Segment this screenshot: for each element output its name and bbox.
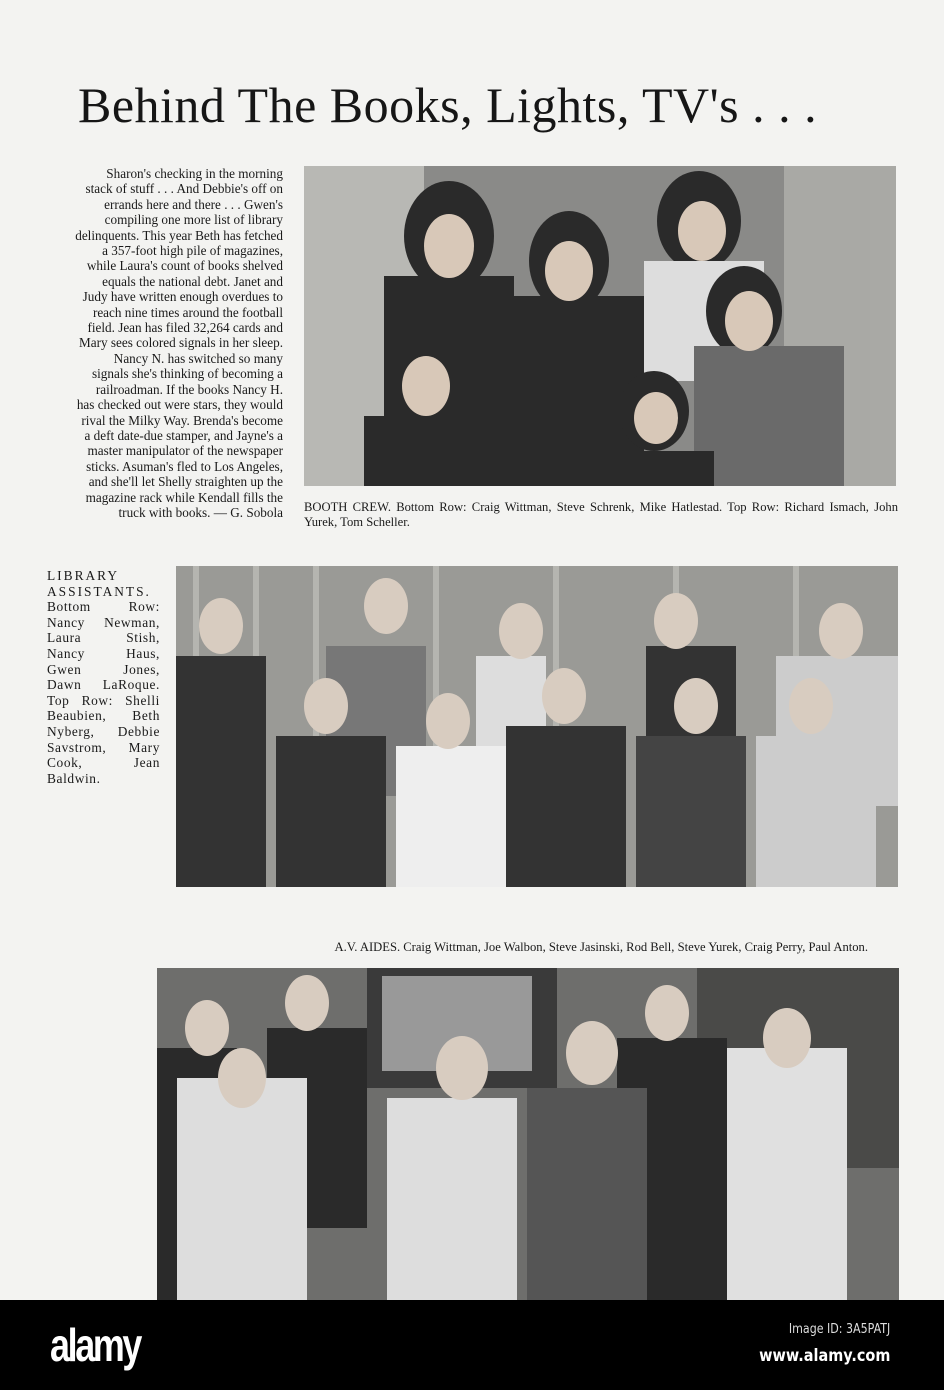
library-assistants-caption bbox=[47, 568, 160, 786]
story-text: Sharon's checking in the morning stack of stuff . . . And Debbie's off on errands here and there . . . Gwen's compiling one more list of library delinquents. This year Beth has fetched a 357-foot high pile of magazines, while Laura's count of books shelved equals the national debt. Janet and Judy have written enough overdues to reach nine times around the football field. Jean has filed 32,264 cards and Mary sees colored signals in her sleep. Nancy N. has switched so many signals she's thinking of becoming a railroadman. If the books Nancy H. has checked out were stars, they would rival the Milky Way. Brenda's become a deft date-due stamper, and Jayne's a master manipulator of the newspaper sticks. Asuman's fled to Los Angeles, and she'll let Shelly straighten up the magazine rack while Kendall fills the truck with books. — G. Sobola bbox=[75, 166, 283, 520]
page-title: Behind The Books, Lights, TV's . . . bbox=[78, 77, 818, 133]
watermark-footer bbox=[0, 1300, 944, 1390]
library-assistants-photo bbox=[176, 566, 898, 887]
booth-crew-caption: BOOTH CREW. Bottom Row: Craig Wittman, Steve Schrenk, Mike Hatlestad. Top Row: Richard Ismach, John Yurek, Tom Scheller. bbox=[304, 500, 898, 529]
av-aides-caption: A.V. AIDES. Craig Wittman, Joe Walbon, Steve Jasinski, Rod Bell, Steve Yurek, Craig Perry, Paul Anton. bbox=[334, 940, 868, 954]
av-aides-photo bbox=[157, 968, 899, 1300]
booth-crew-photo bbox=[304, 166, 896, 486]
library-assistants-heading: LIBRARY ASSISTANTS. bbox=[47, 568, 151, 599]
image-id: Image ID: 3A5PATJ bbox=[788, 1322, 890, 1337]
alamy-logo: alamy bbox=[50, 1319, 141, 1371]
library-assistants-names: Bottom Row: Nancy Newman, Laura Stish, Nancy Haus, Gwen Jones, Dawn LaRoque. Top Row: Shelli Beaubien, Beth Nyberg, Debbie Savstrom, Mary Cook, Jean Baldwin. bbox=[47, 599, 160, 786]
site-url: www.alamy.com bbox=[758, 1346, 890, 1366]
